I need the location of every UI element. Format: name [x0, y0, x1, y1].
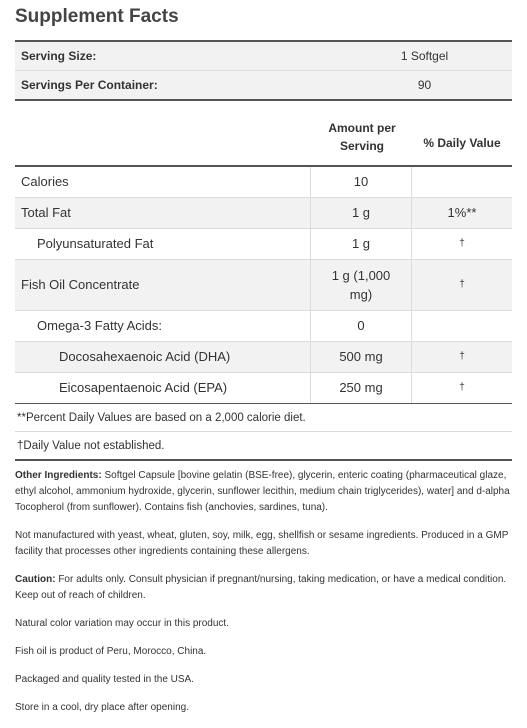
nutrient-dv: † [411, 342, 512, 372]
supplement-facts-table [15, 40, 512, 461]
serving-size-row [15, 42, 512, 71]
servings-per-container-row [15, 71, 512, 99]
daily-value-header-label: % Daily Value [423, 135, 501, 150]
bottom-divider [15, 459, 512, 461]
footnote-not-established: †Daily Value not established. [17, 439, 165, 452]
nutrient-name: Omega-3 Fatty Acids: [37, 318, 162, 333]
caution-paragraph [15, 572, 512, 604]
nutrient-name: Eicosapentaenoic Acid (EPA) [59, 380, 228, 395]
amount-header-line2: Serving [339, 138, 384, 153]
nutrient-row [15, 260, 512, 311]
servings-per-container-value: 90 [417, 78, 432, 92]
nutrient-row [15, 373, 512, 403]
origin-paragraph: Fish oil is product of Peru, Morocco, China. [15, 646, 207, 657]
nutrient-dv [411, 311, 512, 341]
nutrient-amount: 250 mg [310, 373, 411, 403]
daily-value-header [412, 120, 512, 152]
nutrient-amount [310, 260, 411, 310]
column-header-row [15, 113, 512, 159]
serving-size-label: Serving Size: [21, 49, 97, 63]
color-variation-paragraph: Natural color variation may occur in this product. [15, 618, 229, 629]
caution-label: Caution: [15, 574, 56, 585]
nutrient-amount-line1: 1 g (1,000 [331, 267, 391, 283]
footnote-daily-values: **Percent Daily Values are based on a 2,000 calorie diet. [15, 404, 512, 432]
nutrient-amount: 1 g [310, 229, 411, 259]
storage-paragraph: Store in a cool, dry place after opening. [15, 702, 189, 713]
amount-header-line1: Amount per [328, 120, 396, 135]
allergen-paragraph: Not manufactured with yeast, wheat, gluten, soy, milk, egg, shellfish or sesame ingredients. Produced in a GMP facility that processes other ingredients containing these allergens. [15, 530, 509, 557]
nutrient-name: Calories [21, 174, 69, 189]
nutrient-dv: † [411, 260, 512, 310]
nutrient-row [15, 229, 512, 260]
nutrient-name: Polyunsaturated Fat [37, 236, 154, 251]
product-information [15, 468, 512, 728]
nutrient-dv: 1%** [411, 198, 512, 228]
page-title: Supplement Facts [15, 6, 179, 27]
nutrient-amount: 10 [310, 167, 411, 197]
other-ingredients-label: Other Ingredients: [15, 470, 102, 481]
nutrient-row [15, 198, 512, 229]
nutrient-name: Fish Oil Concentrate [21, 277, 140, 292]
nutrient-dv: † [411, 373, 512, 403]
packaged-paragraph: Packaged and quality tested in the USA. [15, 674, 195, 685]
nutrient-row [15, 311, 512, 342]
caution-text: For adults only. Consult physician if pregnant/nursing, taking medication, or have a medical condition. Keep out of reach of children. [15, 574, 507, 601]
nutrient-row [15, 342, 512, 373]
serving-size-value: 1 Softgel [400, 49, 449, 63]
servings-per-container-label: Servings Per Container: [21, 78, 158, 92]
nutrient-amount: 1 g [310, 198, 411, 228]
nutrient-amount-line2: mg) [349, 286, 373, 302]
nutrient-row [15, 167, 512, 198]
other-ingredients-paragraph [15, 468, 512, 516]
amount-per-serving-header [312, 119, 412, 159]
nutrient-dv [411, 167, 512, 197]
nutrient-name: Total Fat [21, 205, 71, 220]
other-ingredients-text: Softgel Capsule [bovine gelatin (BSE-free), glycerin, enteric coating (pharmaceutical glaze, ethyl alcohol, ammonium hydroxide, glycerin, sunflower lecithin, medium chain triglycerides), water] and d-alpha Tocopherol (from sunflower). Contains fish (anchovies, sardines, tuna). [15, 470, 510, 513]
nutrient-name: Docosahexaenoic Acid (DHA) [59, 349, 231, 364]
nutrient-amount: 0 [310, 311, 411, 341]
nutrient-dv: † [411, 229, 512, 259]
nutrient-amount: 500 mg [310, 342, 411, 372]
